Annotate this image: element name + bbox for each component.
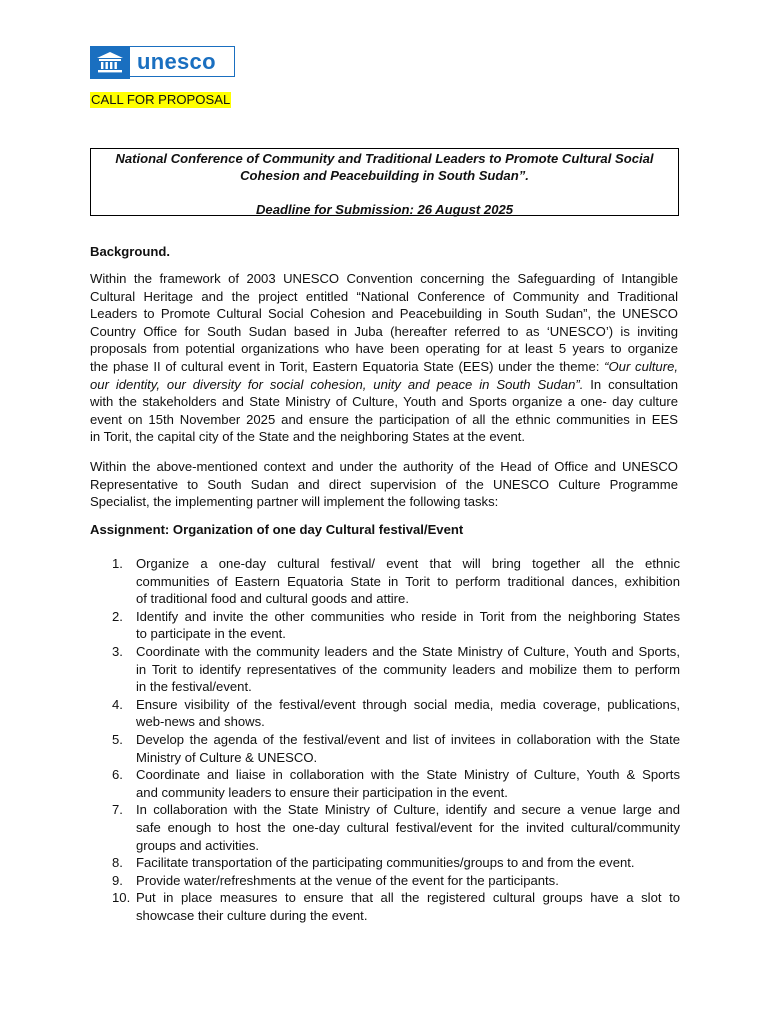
task-text-line: Put in place measures to ensure that all the registered cultural groups have a slot to: [136, 890, 680, 906]
task-number: 4.: [112, 696, 123, 712]
title-box: [90, 148, 679, 216]
task-list: [90, 555, 680, 924]
task-text-line: Facilitate transportation of the participating communities/groups to and from the event.: [136, 855, 635, 871]
task-text-line: communities of Eastern Equatoria State in Torit to perform traditional dances, exhibition: [136, 573, 680, 589]
task-number: 3.: [112, 643, 123, 659]
task-text-line: web-news and shows.: [136, 714, 265, 730]
task-text-line: to participate in the event.: [136, 626, 286, 642]
task-text-line: Identify and invite the other communities who reside in Torit from the neighboring States: [136, 608, 680, 624]
task-text-line: in Torit to identify representatives of the community leaders and mobilize them to perform: [136, 661, 680, 677]
title-line-2: Cohesion and Peacebuilding in South Sudan”.: [240, 168, 529, 183]
task-text-line: Ministry of Culture & UNESCO.: [136, 749, 318, 765]
task-number: 10.: [112, 890, 131, 906]
call-for-proposal-label: CALL FOR PROPOSAL: [91, 92, 231, 107]
task-item: [90, 608, 680, 643]
assignment-heading: Assignment: Organization of one day Cultural festival/Event: [90, 522, 464, 537]
task-text-line: in the festival/event.: [136, 679, 252, 695]
task-number: 8.: [112, 855, 123, 871]
task-text-line: showcase their culture during the event.: [136, 907, 368, 923]
task-item: [90, 696, 680, 731]
task-number: 7.: [112, 802, 123, 818]
task-number: 2.: [112, 608, 123, 624]
task-text-line: Provide water/refreshments at the venue of the event for the participants.: [136, 872, 559, 888]
theme-quote-start: “Our culture,: [604, 358, 678, 374]
task-number: 1.: [112, 556, 123, 571]
task-item: [90, 643, 680, 696]
task-text-line: Coordinate with the community leaders and the State Ministry of Culture, Youth and Sports,: [136, 643, 680, 659]
task-text-line: Ensure visibility of the festival/event through social media, media coverage, publications,: [136, 696, 680, 712]
task-text-line: and community leaders to ensure their participation in the event.: [136, 784, 508, 800]
unesco-logo: [90, 46, 237, 79]
logo-wordmark: unesco: [130, 46, 235, 77]
temple-icon: [90, 46, 130, 79]
task-item: [90, 766, 680, 801]
task-item: [90, 889, 680, 924]
task-text-line: groups and activities.: [136, 837, 260, 853]
task-item: [90, 801, 680, 854]
task-text-line: Organize a one-day cultural festival/ event that will bring together all the ethnic: [136, 556, 680, 571]
background-paragraph-1: Within the framework of 2003 UNESCO Convention concerning the Safeguarding of Intangible Cultural Heritage and the project entitled “National Conference of Community and Traditional Leaders to Promote Cultural Social Cohesion and Peacebuilding in South Sudan”, the UNESCO Country Office for South Sudan based in Juba (hereafter referred to as ‘UNESCO’) is inviting proposals from potential organizations who have been operating for at least 5 years to organize the phase II of cultural event in Torit, Eastern Equatoria State (EES) under the theme: “Our culture, our identity, our diversity for social cohesion, unity and peace in South Sudan”. In consultation with the stakeholders and State Ministry of Culture, Youth and Sports organize a one- day culture event on 15th November 2025 and ensure the participation of all the ethnic communities in EES in Torit, the capital city of the State and the neighboring States at the event.: [90, 271, 679, 445]
task-text-line: Coordinate and liaise in collaboration with the State Ministry of Culture, Youth & Sports: [136, 767, 680, 783]
task-number: 5.: [112, 731, 123, 747]
task-text-line: In collaboration with the State Ministry of Culture, identify and secure a venue large and: [136, 802, 680, 818]
task-item: [90, 555, 680, 608]
task-text-line: of traditional food and cultural goods and attire.: [136, 591, 409, 607]
task-text-line: safe enough to host the one-day cultural festival/event for the invited cultural/community: [136, 819, 680, 835]
theme-quote-end: our identity, our diversity for social cohesion, unity and peace in South Sudan”.: [90, 376, 584, 392]
background-paragraph-2: Within the above-mentioned context and under the authority of the Head of Office and UNESCO Representative to South Sudan and direct supervision of the UNESCO Culture Programme Specialist, the implementing partner will implement the following tasks:: [90, 459, 678, 510]
task-number: 6.: [112, 767, 123, 783]
title-line-1: National Conference of Community and Traditional Leaders to Promote Cultural Social: [115, 151, 654, 166]
task-item: [90, 731, 680, 766]
background-heading: Background.: [90, 244, 171, 259]
task-text-line: Develop the agenda of the festival/event and list of invitees in collaboration with the State: [136, 731, 680, 747]
task-item: [90, 854, 680, 872]
task-number: 9.: [112, 872, 123, 888]
task-item: [90, 872, 680, 890]
submission-deadline: Deadline for Submission: 26 August 2025: [255, 202, 514, 217]
